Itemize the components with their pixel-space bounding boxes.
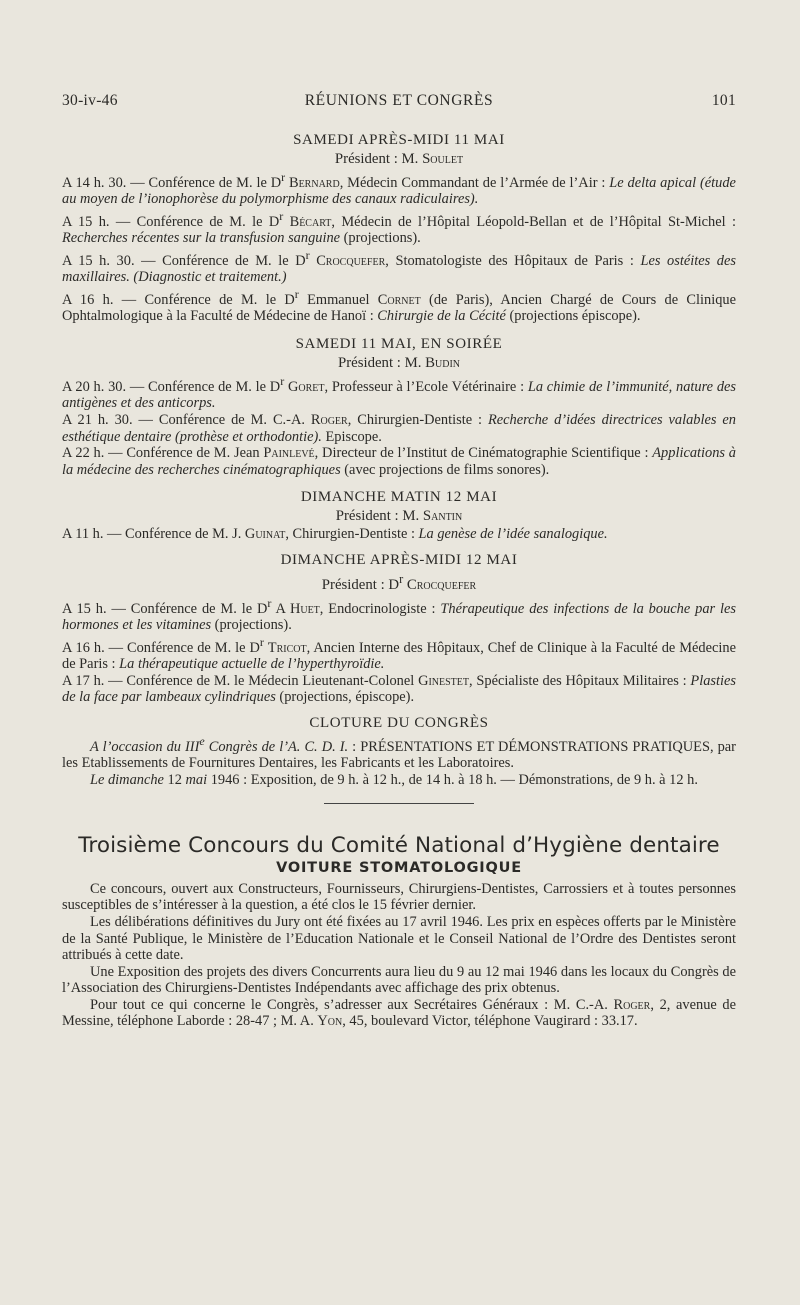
session-entry: A 15 h. — Conférence de M. le $D^r$ Bécart, Médecin de l’Hôpital Léopold-Bellan et de l’Hôpital St-Michel : Recherches récentes sur la transfusion sanguine (projections). bbox=[62, 208, 736, 247]
president-line: Président : M. Budin bbox=[337, 354, 460, 371]
president-line: Président : M. Soulet bbox=[334, 151, 464, 167]
section-title: CLOTURE DU CONGRÈS bbox=[309, 714, 489, 731]
section-title: SAMEDI APRÈS-MIDI 11 MAI bbox=[293, 132, 505, 148]
president-line: Président : $D^r$ Crocquefer bbox=[321, 571, 477, 593]
program-content bbox=[62, 131, 736, 1030]
session-entry: A 20 h. 30. — Conférence de M. le $D^r$ Goret, Professeur à l’Ecole Vétérinaire : La chimie de l’immunité, nature des antigènes et des anticorps. bbox=[62, 373, 736, 412]
article-paragraph: Ce concours, ouvert aux Constructeurs, Fournisseurs, Chirurgiens-Dentistes, Carrossiers et à toutes personnes susceptibles de s’intéresser à la question, a été clos le 15 février dernier. bbox=[62, 880, 736, 914]
running-header bbox=[62, 92, 736, 114]
session-entry: A 16 h. — Conférence de M. le $D^r$ Tricot, Ancien Interne des Hôpitaux, Chef de Clinique à la Faculté de Médecine de Paris : La thérapeutique actuelle de l’hyperthyroïdie. bbox=[62, 634, 736, 673]
president-line: Président : M. Santin bbox=[335, 508, 463, 525]
session-entry: A 15 h. — Conférence de M. le $D^r$ A Huet, Endocrinologiste : Thérapeutique des infections de la bouche par les hormones et les vitamines (projections). bbox=[62, 595, 736, 634]
article-title: Troisième Concours du Comité National d’Hygiène dentaire bbox=[78, 832, 720, 858]
header-date: 30-iv-46 bbox=[62, 92, 118, 109]
article-paragraph: Pour tout ce qui concerne le Congrès, s’adresser aux Secrétaires Généraux : M. C.-A. Roger, 2, avenue de Messine, téléphone Laborde : 28-47 ; M. A. Yon, 45, boulevard Victor, téléphone Vaugirard : 33.17. bbox=[62, 996, 737, 1030]
article-subtitle: VOITURE STOMATOLOGIQUE bbox=[276, 860, 522, 877]
session-entry: A 11 h. — Conférence de M. J. Guinat, Chirurgien-Dentiste : La genèse de l’idée sanalogique. bbox=[62, 526, 608, 543]
session-entry: A 16 h. — Conférence de M. le $D^r$ Emmanuel Cornet (de Paris), Ancien Chargé de Cours de Clinique Ophtalmologique à la Faculté de Médecine de Hanoï : Chirurgie de la Cécité (projections épiscope). bbox=[62, 286, 736, 325]
section-title: DIMANCHE MATIN 12 MAI bbox=[300, 489, 498, 506]
closing-paragraph: Le dimanche 12 mai 1946 : Exposition, de 9 h. à 12 h., de 14 h. à 18 h. — Démonstrations, de 9 h. à 12 h. bbox=[90, 771, 698, 788]
section-title: SAMEDI 11 MAI, EN SOIRÉE bbox=[295, 335, 503, 352]
session-entry: A 22 h. — Conférence de M. Jean Painlevé, Directeur de l’Institut de Cinématographie Scientifique : Applications à la médecine des recherches cinématographiques (avec projections de films sonores). bbox=[62, 445, 736, 478]
page-number: 101 bbox=[711, 92, 736, 109]
closing-paragraph: A l’occasion du IIIe Congrès de l’A. C. D. I. : PRÉSENTATIONS ET DÉMONSTRATIONS PRATIQUES, par les Etablissements de Fournitures Dentaires, les Fabricants et les Laboratoires. bbox=[62, 733, 736, 772]
header-title: RÉUNIONS ET CONGRÈS bbox=[304, 92, 494, 109]
session-entry: A 15 h. 30. — Conférence de M. le $D^r$ Crocquefer, Stomatologiste des Hôpitaux de Paris : Les ostéites des maxillaires. (Diagnostic et traitement.) bbox=[62, 247, 736, 286]
session-entry: A 17 h. — Conférence de M. le Médecin Lieutenant-Colonel Ginestet, Spécialiste des Hôpitaux Militaires : Plasties de la face par lambeaux cylindriques (projections, épiscope). bbox=[62, 672, 736, 706]
section-title: DIMANCHE APRÈS-MIDI 12 MAI bbox=[280, 551, 518, 568]
article-paragraph: Une Exposition des projets des divers Concurrents aura lieu du 9 au 12 mai 1946 dans les locaux du Congrès de l’Association des Chirurgiens-Dentistes Indépendants avec affichage des prix obtenus. bbox=[62, 963, 736, 997]
section-divider bbox=[324, 803, 474, 804]
article-paragraph: Les délibérations définitives du Jury ont été fixées au 17 avril 1946. Les prix en espèces offerts par le Ministère de la Santé Publique, le Ministère de l’Education Nationale et le Conseil National de l’Ordre des Dentistes seront attribués à cette date. bbox=[62, 913, 736, 964]
session-entry: A 14 h. 30. — Conférence de M. le $D^r$ Bernard, Médecin Commandant de l’Armée de l’Air : Le delta apical (étude au moyen de l’ionophorèse du polymorphisme des canaux radiculaires). bbox=[62, 170, 736, 208]
session-entry: A 21 h. 30. — Conférence de M. C.-A. Roger, Chirurgien-Dentiste : Recherche d’idées directrices valables en esthétique dentaire (prothèse et orthodontie). Episcope. bbox=[62, 411, 736, 445]
